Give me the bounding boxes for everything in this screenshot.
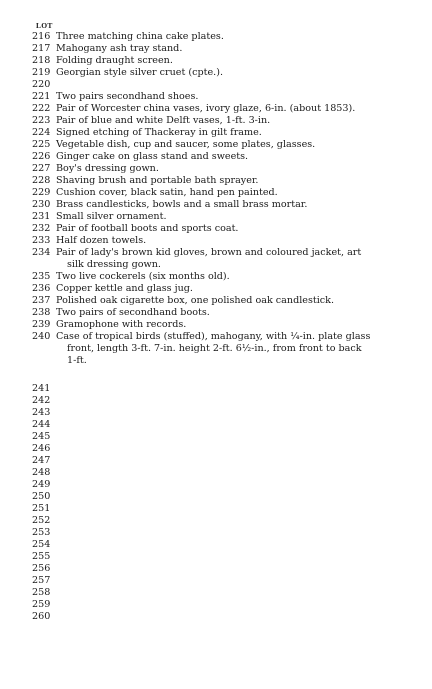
lot-number: 256 (32, 563, 51, 574)
lot-row-234 (32, 247, 424, 271)
lot-row (32, 295, 424, 307)
lot-number: 217 (32, 43, 51, 54)
lot-number: 247 (32, 455, 51, 466)
lot-row (32, 443, 424, 455)
lot-description: Ginger cake on glass stand and sweets. (56, 151, 249, 162)
lot-description: Half dozen towels. (56, 235, 147, 246)
lot-number: 229 (32, 187, 51, 198)
lot-description: Small silver ornament. (56, 211, 167, 222)
lot-number: 219 (32, 67, 51, 78)
lot-number: 222 (32, 103, 51, 114)
lot-row (32, 79, 424, 91)
lot-number: 239 (32, 319, 51, 330)
lot-number: 231 (32, 211, 51, 222)
section-gap (32, 367, 424, 383)
lot-number: 257 (32, 575, 51, 586)
lot-number: 237 (32, 295, 51, 306)
lot-description: Folding draught screen. (56, 55, 173, 66)
lot-number: 245 (32, 431, 51, 442)
lot-row (32, 551, 424, 563)
lot-row (32, 319, 424, 331)
lot-row (32, 187, 424, 199)
lot-number: 258 (32, 587, 51, 598)
lot-description: Two pairs secondhand shoes. (56, 91, 199, 102)
lot-row (32, 175, 424, 187)
lot-description: Two live cockerels (six months old). (56, 271, 230, 282)
lot-number: 228 (32, 175, 51, 186)
lot-row (32, 307, 424, 319)
lot-number: 234 (32, 247, 51, 258)
lot-number: 236 (32, 283, 51, 294)
lot-number: 240 (32, 331, 51, 342)
lot-number: 253 (32, 527, 51, 538)
lot-description: Cushion cover, black satin, hand pen painted. (56, 187, 278, 198)
lot-number: 223 (32, 115, 51, 126)
lot-row (32, 211, 424, 223)
lot-number: 224 (32, 127, 51, 138)
lot-number: 251 (32, 503, 51, 514)
lot-row (32, 491, 424, 503)
lot-number: 218 (32, 55, 51, 66)
lot-group-b (32, 271, 424, 331)
lot-description: Pair of football boots and sports coat. (56, 223, 239, 234)
lot-number: 250 (32, 491, 51, 502)
lot-description: Mahogany ash tray stand. (56, 43, 183, 54)
lot-number: 226 (32, 151, 51, 162)
lot-row (32, 455, 424, 467)
lot-number: 225 (32, 139, 51, 150)
lot-description: Brass candlesticks, bowls and a small brass mortar. (56, 199, 308, 210)
lot-number: 259 (32, 599, 51, 610)
lot-number: 252 (32, 515, 51, 526)
lot-column-header: LOT (36, 21, 53, 30)
lot-number: 244 (32, 419, 51, 430)
lot-number: 260 (32, 611, 51, 622)
lot-description-line: silk dressing gown. (67, 259, 161, 270)
lot-row (32, 115, 424, 127)
lot-row (32, 467, 424, 479)
lot-row (32, 599, 424, 611)
lot-number: 227 (32, 163, 51, 174)
lot-description: Vegetable dish, cup and saucer, some plates, glasses. (56, 139, 316, 150)
lot-row (32, 67, 424, 79)
lot-row-240 (32, 331, 424, 367)
lot-row (32, 151, 424, 163)
lot-description-line: 1-ft. (67, 355, 87, 366)
lot-row (32, 91, 424, 103)
lot-row (32, 103, 424, 115)
lot-description: Pair of blue and white Delft vases, 1-ft. 3-in. (56, 115, 271, 126)
lot-description: Shaving brush and portable bath sprayer. (56, 175, 259, 186)
lot-group-a (32, 31, 424, 247)
lot-description: Three matching china cake plates. (56, 31, 224, 42)
lot-row (32, 271, 424, 283)
lot-number: 241 (32, 383, 51, 394)
lot-row (32, 383, 424, 395)
lot-number: 254 (32, 539, 51, 550)
lot-row (32, 31, 424, 43)
lot-description: Gramophone with records. (56, 319, 187, 330)
lot-row (32, 395, 424, 407)
lot-description (53, 331, 424, 367)
lot-number: 216 (32, 31, 51, 42)
lot-row (32, 479, 424, 491)
lot-number: 249 (32, 479, 51, 490)
lot-row (32, 527, 424, 539)
lot-row (32, 235, 424, 247)
lot-row (32, 127, 424, 139)
lot-number: 232 (32, 223, 51, 234)
lot-row (32, 563, 424, 575)
lot-number: 235 (32, 271, 51, 282)
lot-number: 246 (32, 443, 51, 454)
lot-row (32, 431, 424, 443)
lot-row (32, 503, 424, 515)
lot-row (32, 163, 424, 175)
lot-row (32, 587, 424, 599)
lot-row (32, 139, 424, 151)
lot-description: Boy's dressing gown. (56, 163, 159, 174)
lot-row (32, 223, 424, 235)
lot-description: Pair of Worcester china vases, ivory glaze, 6-in. (about 1853). (56, 103, 356, 114)
lot-number: 230 (32, 199, 51, 210)
lot-description: Signed etching of Thackeray in gilt frame. (56, 127, 262, 138)
lot-row (32, 283, 424, 295)
lot-row (32, 515, 424, 527)
lot-row (32, 575, 424, 587)
lot-description: Polished oak cigarette box, one polished oak candlestick. (56, 295, 335, 306)
lot-row (32, 43, 424, 55)
lot-description-line: Pair of lady's brown kid gloves, brown and coloured jacket, art (56, 247, 362, 258)
lot-number: 255 (32, 551, 51, 562)
lot-description: Georgian style silver cruet (cpte.). (56, 67, 224, 78)
lot-description (53, 247, 424, 271)
lot-row (32, 539, 424, 551)
lot-number: 238 (32, 307, 51, 318)
lot-number: 221 (32, 91, 51, 102)
unassigned-lot-numbers (32, 383, 424, 623)
lot-number: 248 (32, 467, 51, 478)
lot-row (32, 55, 424, 67)
lot-row (32, 407, 424, 419)
lot-description: Two pairs of secondhand boots. (56, 307, 210, 318)
lot-number: 233 (32, 235, 51, 246)
lot-description-line: front, length 3-ft. 7-in. height 2-ft. 6½-in., from front to back (67, 343, 362, 354)
lot-list (32, 31, 424, 623)
lot-description: Copper kettle and glass jug. (56, 283, 193, 294)
lot-number: 242 (32, 395, 51, 406)
lot-number: 220 (32, 79, 51, 90)
lot-row (32, 199, 424, 211)
lot-row (32, 419, 424, 431)
lot-description-line: Case of tropical birds (stuffed), mahogany, with ¼-in. plate glass (56, 331, 371, 342)
lot-number: 243 (32, 407, 51, 418)
lot-row (32, 611, 424, 623)
